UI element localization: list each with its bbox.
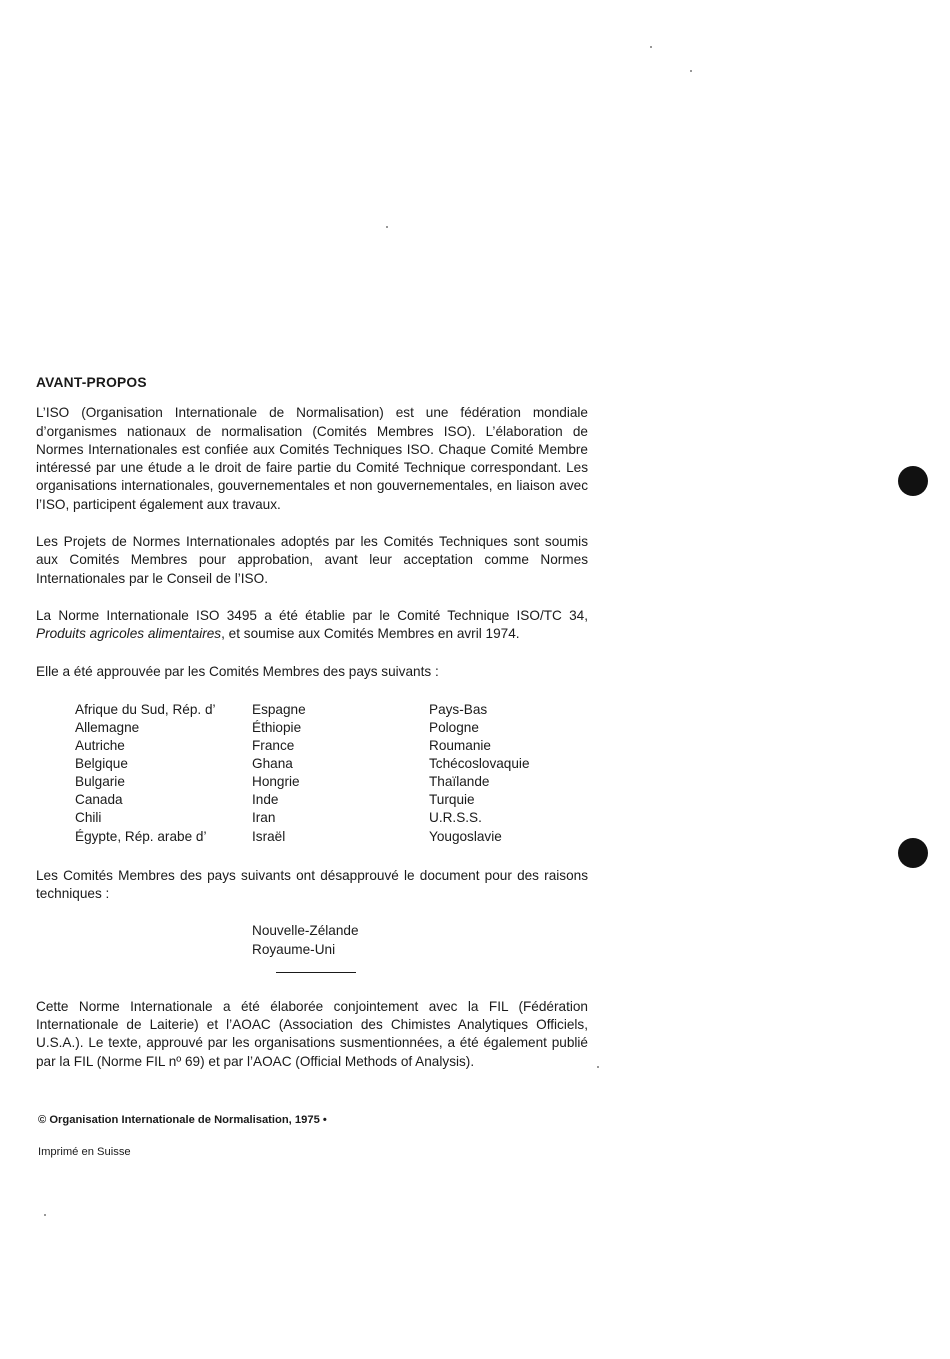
- divider-rule: [276, 972, 356, 973]
- scan-speck: [650, 46, 652, 48]
- country-item: Égypte, Rép. arabe d’: [75, 828, 207, 844]
- country-item: Chili: [75, 810, 102, 826]
- country-item: Roumanie: [429, 738, 491, 754]
- country-item: Allemagne: [75, 719, 140, 735]
- country-item: Pologne: [429, 719, 479, 735]
- scan-speck: [386, 226, 388, 228]
- paragraph-standard-origin: [36, 607, 588, 644]
- country-item: Afrique du Sud, Rép. d’: [75, 701, 216, 717]
- section-heading: AVANT-PROPOS: [36, 375, 147, 390]
- punch-hole-icon: [898, 466, 928, 496]
- paragraph-joint-publication: Cette Norme Internationale a été élaborée conjointement avec la FIL (Fédération Internationale de Laiterie) et l’AOAC (Association des Chimistes Analytiques Officiels, U.S.A.). Le texte, approuvé par les organisations susmentionnées, a été également publié par la FIL (Norme FIL nº 69) et par l’AOAC (Official Methods of Analysis).: [36, 998, 588, 1069]
- country-item: U.R.S.S.: [429, 810, 482, 826]
- scan-speck: [44, 1214, 46, 1216]
- scan-speck: [690, 70, 692, 72]
- country-item: Iran: [252, 810, 276, 826]
- country-item: Canada: [75, 792, 123, 808]
- country-item: Hongrie: [252, 774, 300, 790]
- country-item: Belgique: [75, 756, 128, 772]
- countries-column-1: [75, 701, 216, 846]
- country-item: Autriche: [75, 738, 125, 754]
- printed-notice: Imprimé en Suisse: [38, 1146, 131, 1159]
- foreword-section: [36, 374, 588, 1161]
- paragraph-approval-process: Les Projets de Normes Internationales adoptés par les Comités Techniques sont soumis aux Comités Membres pour approbation, avant leur acceptation comme Normes Internationales par le Conseil de l’ISO.: [36, 534, 588, 586]
- paragraph-disapproved-by: Les Comités Membres des pays suivants ont désapprouvé le document pour des raisons techniques :: [36, 867, 588, 902]
- country-item: Turquie: [429, 792, 475, 808]
- country-item: Espagne: [252, 701, 306, 717]
- country-item: France: [252, 738, 295, 754]
- approving-countries-list: [75, 701, 588, 847]
- paragraph-approved-by: Elle a été approuvée par les Comités Membres des pays suivants :: [36, 663, 439, 679]
- committee-title: Produits agricoles alimentaires: [36, 626, 222, 642]
- country-item: Tchécoslovaquie: [429, 756, 530, 772]
- country-item: Israël: [252, 828, 286, 844]
- country-item: Éthiopie: [252, 719, 302, 735]
- scan-speck: [597, 1066, 599, 1068]
- country-item: Ghana: [252, 756, 293, 772]
- country-item: Pays-Bas: [429, 701, 488, 717]
- countries-column-2: [252, 701, 306, 846]
- paragraph-standard-origin-start: La Norme Internationale ISO 3495 a été établie par le Comité Technique ISO/TC 34,: [36, 607, 588, 623]
- country-item: Bulgarie: [75, 774, 125, 790]
- country-item: Yougoslavie: [429, 828, 502, 844]
- country-item: Thaïlande: [429, 774, 490, 790]
- countries-column-3: [429, 701, 530, 846]
- country-item: Nouvelle-Zélande: [252, 923, 359, 939]
- punch-hole-icon: [898, 838, 928, 868]
- country-item: Inde: [252, 792, 279, 808]
- disapproving-countries-list: [252, 922, 588, 958]
- paragraph-iso-description: L’ISO (Organisation Internationale de Normalisation) est une fédération mondiale d’organismes nationaux de normalisation (Comités Membres ISO). L’élaboration de Normes Internationales est confiée aux Comités Techniques ISO. Chaque Comité Membre intéressé par une étude a le droit de faire partie du Comité Technique correspondant. Les organisations internationales, gouvernementales et non gouvernementales, en liaison avec l’ISO, participent également aux travaux.: [36, 405, 588, 512]
- country-item: Royaume-Uni: [252, 941, 336, 957]
- copyright-notice: © Organisation Internationale de Normalisation, 1975 •: [38, 1113, 327, 1126]
- paragraph-standard-origin-end: , et soumise aux Comités Membres en avril 1974.: [221, 626, 520, 642]
